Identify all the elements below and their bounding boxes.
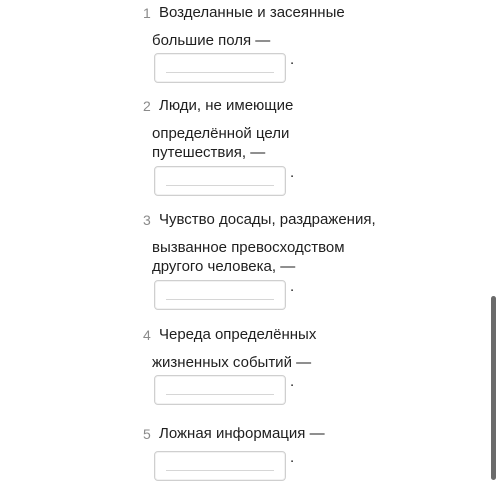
answer-input[interactable]	[154, 53, 286, 83]
question-text-line: большие поля —	[152, 32, 271, 49]
question-text-line: вызванное превосходством	[152, 239, 345, 256]
question-number: 2	[143, 98, 151, 114]
question-number: 3	[143, 212, 151, 228]
answer-underline	[166, 394, 274, 395]
question-number: 4	[143, 327, 151, 343]
vertical-scrollbar[interactable]	[491, 296, 496, 480]
question-number: 1	[143, 5, 151, 21]
question-text-line: другого человека, —	[152, 258, 296, 275]
question-text-line: Люди, не имеющие	[159, 97, 294, 114]
answer-underline	[166, 72, 274, 73]
answer-suffix: .	[290, 164, 295, 181]
answer-underline	[166, 185, 274, 186]
question-text-line: определённой цели	[152, 125, 290, 142]
question-text-line: жизненных событий —	[152, 354, 312, 371]
answer-suffix: .	[290, 373, 295, 390]
answer-suffix: .	[290, 449, 295, 466]
question-number: 5	[143, 426, 151, 442]
answer-input[interactable]	[154, 451, 286, 481]
question-text-line: Чувство досады, раздражения,	[159, 211, 376, 228]
answer-underline	[166, 299, 274, 300]
question-text-line: путешествия, —	[152, 144, 266, 161]
answer-suffix: .	[290, 278, 295, 295]
question-text-line: Возделанные и засеянные	[159, 4, 345, 21]
answer-input[interactable]	[154, 280, 286, 310]
answer-underline	[166, 470, 274, 471]
question-text-line: Череда определённых	[159, 326, 317, 343]
question-text-line: Ложная информация —	[159, 425, 325, 442]
answer-input[interactable]	[154, 166, 286, 196]
answer-suffix: .	[290, 51, 295, 68]
answer-input[interactable]	[154, 375, 286, 405]
